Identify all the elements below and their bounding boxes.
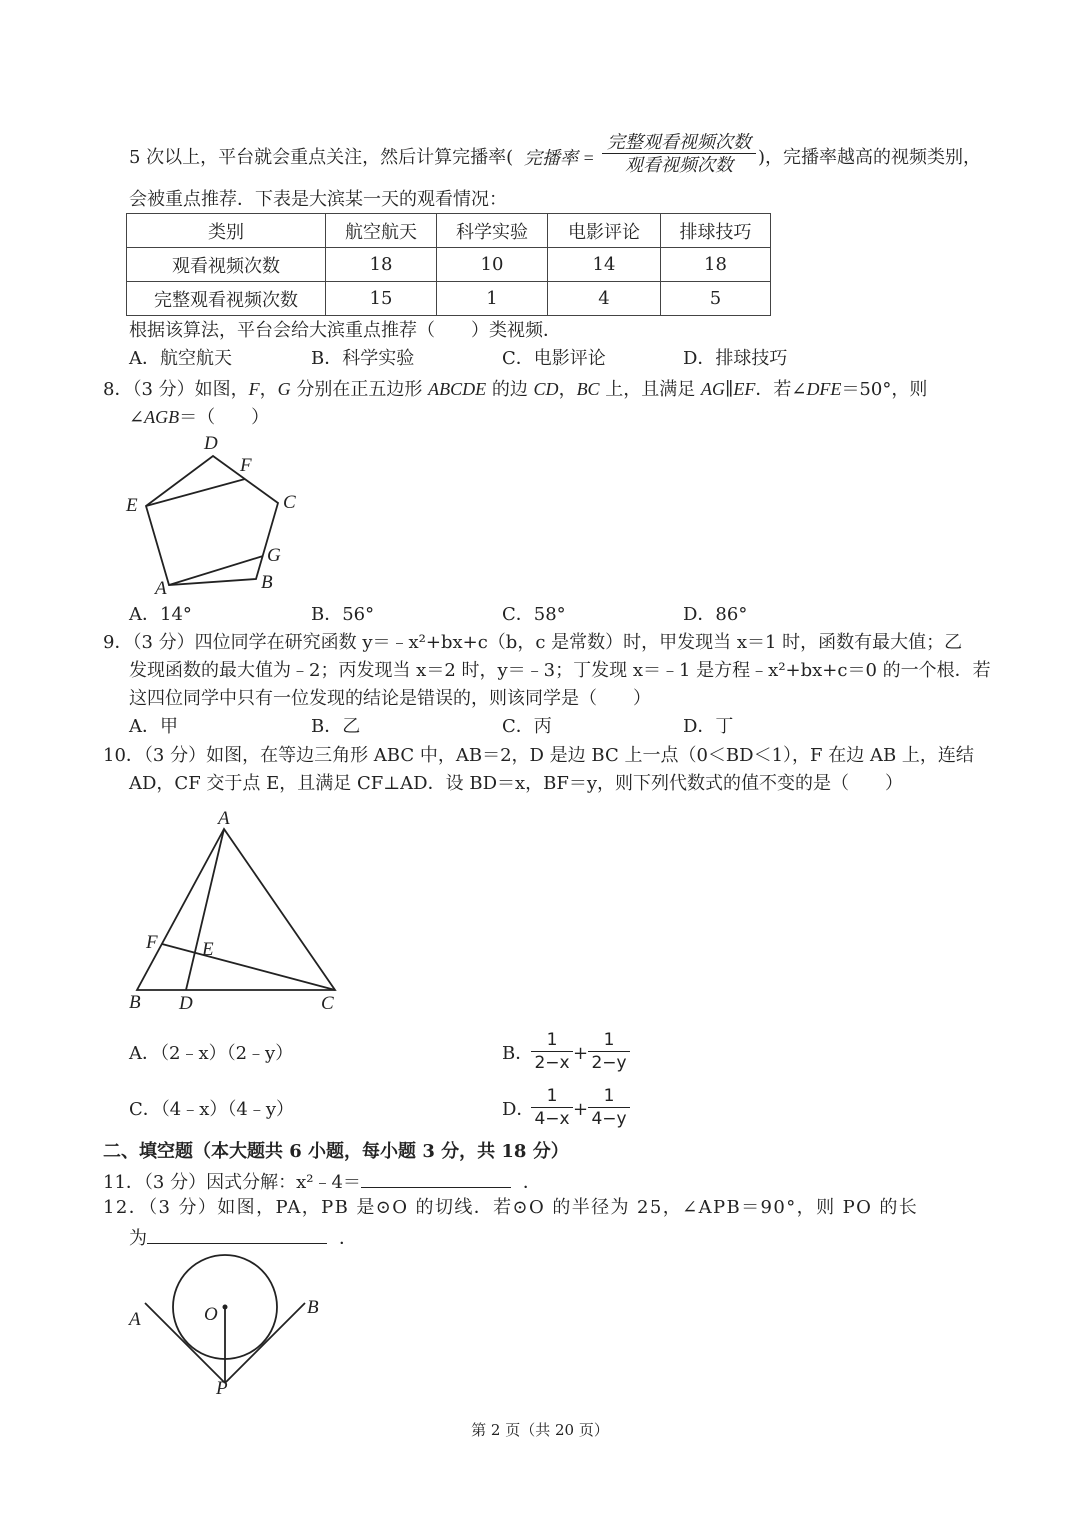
q12-line1: 12．（3 分）如图，PA，PB 是⊙O 的切线．若⊙O 的半径为 25，∠APB＝90°，则 PO 的长	[103, 1197, 919, 1218]
table-cell: 1	[437, 282, 548, 316]
q9-line2: 发现函数的最大值为﹣2；丙发现当 x＝2 时，y＝﹣3；丁发现 x＝﹣1 是方程﹣x²+bx+c＝0 的一个根．若	[129, 660, 991, 681]
table-cell: 完整观看视频次数	[127, 282, 326, 316]
q9-option-c: C．丙	[502, 716, 552, 737]
q10-option-d-label: D．	[502, 1099, 535, 1120]
q8-option-a: A．14°	[129, 604, 192, 625]
rate-denominator: 观看视频次数	[625, 155, 733, 175]
table-cell: 4	[548, 282, 661, 316]
table-cell: 类别	[127, 214, 326, 248]
label-b: B	[129, 992, 141, 1013]
q8-option-c: C．58°	[502, 604, 566, 625]
label-a: A	[155, 578, 167, 599]
label-d: D	[179, 993, 193, 1014]
table-row	[127, 248, 771, 282]
intro-line1-start: 5 次以上，平台就会重点关注，然后计算完播率(	[129, 147, 514, 168]
table-cell: 18	[661, 248, 771, 282]
q7-option-c: C．电影评论	[502, 348, 606, 369]
label-d: D	[204, 433, 218, 454]
q7-option-a: A．航空航天	[129, 348, 232, 369]
page-footer: 第 2 页（共 20 页）	[471, 1421, 609, 1439]
q7-option-b: B．科学实验	[311, 348, 415, 369]
pentagon-figure	[120, 430, 320, 600]
table-cell: 航空航天	[326, 214, 437, 248]
q9-option-b: B．乙	[311, 716, 361, 737]
rate-numerator: 完整观看视频次数	[602, 131, 756, 154]
table-cell: 14	[548, 248, 661, 282]
q11-answer-blank[interactable]	[361, 1169, 511, 1188]
label-a: A	[129, 1309, 141, 1330]
label-p: P	[216, 1378, 228, 1395]
tangent-pb	[225, 1303, 305, 1383]
q9-line3: 这四位同学中只有一位发现的结论是错误的，则该同学是（ ）	[129, 688, 651, 709]
label-c: C	[321, 993, 334, 1014]
rate-label: 完播率 =	[524, 148, 595, 168]
q12-answer-blank[interactable]	[147, 1225, 327, 1244]
q10-line1: 10．（3 分）如图，在等边三角形 ABC 中，AB＝2，D 是边 BC 上一点（0＜BD＜1），F 在边 AB 上，连结	[103, 745, 974, 766]
q11-line: 11．（3 分）因式分解：x²﹣4＝ ．	[103, 1169, 541, 1195]
section-heading: 二、填空题（本大题共 6 小题，每小题 3 分，共 18 分）	[103, 1141, 569, 1162]
table-cell: 观看视频次数	[127, 248, 326, 282]
circle-tangent-figure	[120, 1250, 330, 1395]
q10-option-c: C．（4﹣x）（4﹣y）	[129, 1099, 294, 1120]
views-table	[126, 213, 771, 316]
q7-question: 根据该算法，平台会给大滨重点推荐（ ）类视频．	[129, 320, 561, 341]
rate-fraction	[602, 131, 756, 176]
pentagon	[146, 456, 278, 585]
label-g: G	[267, 545, 281, 566]
q8-line2: ∠AGB＝（ ）	[129, 407, 270, 428]
label-e: E	[202, 939, 214, 960]
q9-option-d: D．丁	[683, 716, 734, 737]
center-point	[223, 1305, 228, 1310]
q10-line2: AD，CF 交于点 E，且满足 CF⊥AD．设 BD＝x，BF＝y，则下列代数式的值不变的是（ ）	[129, 773, 904, 794]
table-header-row	[127, 214, 771, 248]
q9-line1: 9．（3 分）四位同学在研究函数 y＝﹣x²+bx+c（b，c 是常数）时，甲发现当 x＝1 时，函数有最大值；乙	[103, 632, 963, 653]
label-b: B	[261, 572, 273, 593]
label-b: B	[307, 1297, 319, 1318]
label-f: F	[146, 932, 158, 953]
label-a: A	[218, 808, 230, 829]
q7-option-d: D．排球技巧	[683, 348, 788, 369]
q10-option-a: A．（2﹣x）（2﹣y）	[129, 1043, 294, 1064]
q10-option-b-plus: +	[573, 1043, 589, 1064]
q8-option-b: B．56°	[311, 604, 375, 625]
q10-option-b-label: B．	[502, 1043, 534, 1064]
q8-line1: 8．（3 分）如图，F，G 分别在正五边形 ABCDE 的边 CD，BC 上，且满足 AG∥EF．若∠DFE＝50°，则	[103, 379, 928, 400]
q8-option-d: D．86°	[683, 604, 748, 625]
table-cell: 5	[661, 282, 771, 316]
q10-option-b-frac2: $\frac{1}{2-y}$	[588, 1029, 630, 1074]
q10-option-b-frac1: $\frac{1}{2-x}$	[531, 1029, 573, 1074]
segment-ad	[186, 829, 224, 990]
table-cell: 电影评论	[548, 214, 661, 248]
table-cell: 10	[437, 248, 548, 282]
label-f: F	[240, 455, 252, 476]
q10-option-d-frac1: $\frac{1}{4-x}$	[531, 1085, 573, 1130]
table-cell: 排球技巧	[661, 214, 771, 248]
intro-line1-end: )，完播率越高的视频类别，	[758, 147, 982, 168]
q12-line2: 为 ．	[129, 1225, 357, 1251]
q9-option-a: A．甲	[129, 716, 178, 737]
table-cell: 科学实验	[437, 214, 548, 248]
label-o: O	[204, 1304, 218, 1325]
table-cell: 18	[326, 248, 437, 282]
label-c: C	[283, 492, 296, 513]
q10-option-d-frac2: $\frac{1}{4-y}$	[588, 1085, 630, 1130]
segment-ag	[169, 556, 263, 585]
triangle-abc	[137, 829, 335, 990]
table-cell: 15	[326, 282, 437, 316]
table-row	[127, 282, 771, 316]
q10-option-d-plus: +	[573, 1099, 589, 1120]
triangle-figure	[120, 805, 350, 1015]
segment-ef	[146, 479, 245, 506]
intro-line2: 会被重点推荐．下表是大滨某一天的观看情况：	[129, 189, 507, 210]
label-e: E	[126, 495, 138, 516]
